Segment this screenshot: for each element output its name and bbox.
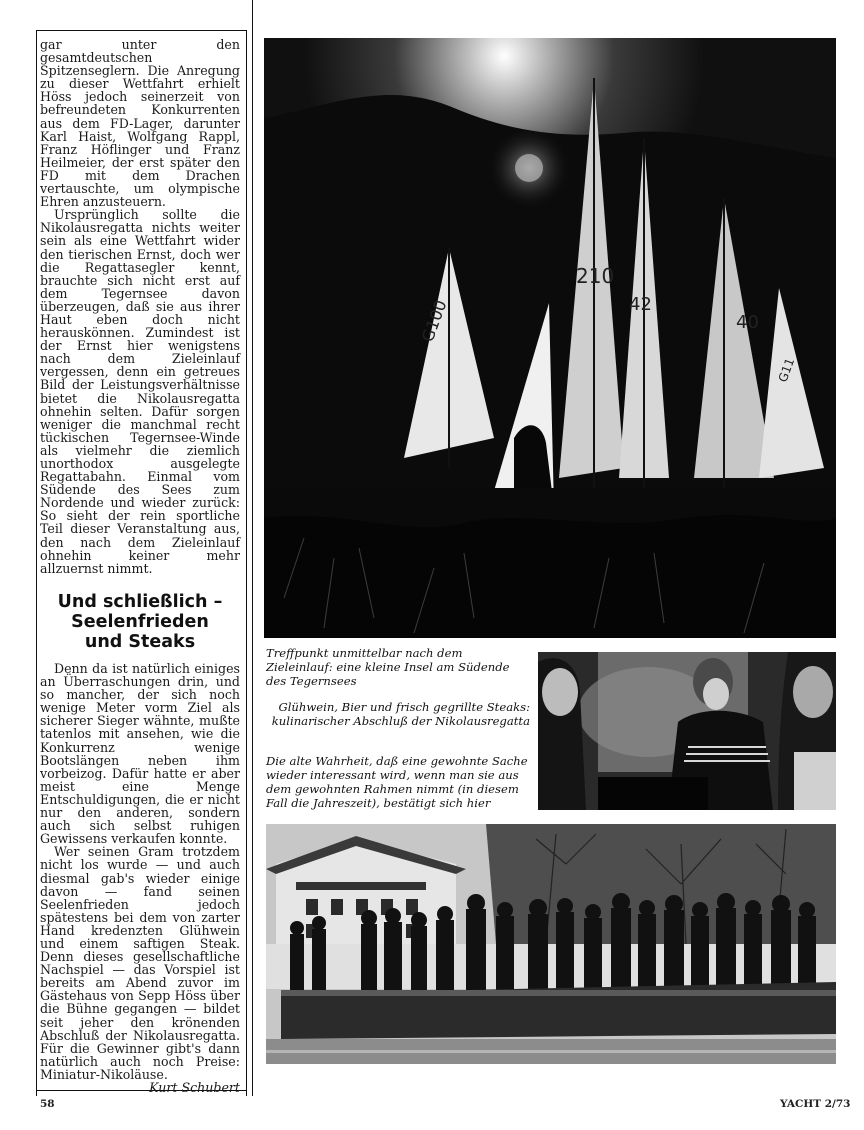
paragraph: Wer seinen Gram trotzdem nicht los wurde — und auch diesmal gab's wieder einige davon — fand seinen Seelenfrieden jedoch spätestens bei dem von zarter Hand kredenzten Glühwein und einem saftigen Steak. Denn dieses gesellschaftliche Nachspiel — das Vorspiel ist bereits am Abend zuvor im Gästehaus von Sepp Höss über die Bühne gegangen — bildet seit jeher den krönenden Abschluß der Nikolausregatta. Für die Gewinner gibt's dann natürlich auch noch Preise: Miniatur-Nikoläuse.	[40, 844, 240, 1082]
sail-number: 42	[629, 294, 652, 315]
author-byline: Kurt Schubert	[149, 1080, 240, 1095]
left-border-rule	[36, 30, 37, 1096]
photo-sailboats-backlit	[264, 38, 836, 638]
sail-number: G100	[417, 297, 451, 345]
section-headline	[40, 592, 240, 652]
photo-crowd-lakeside	[266, 824, 836, 1064]
paragraph: Denn da ist natürlich einiges an Überraschungen drin, und so mancher, der sich noch wenige Meter vorm Ziel als sicherer Sieger wähnte, mußte tatenlos mit ansehen, wie die Konkurrenz wenige Bootslängen neben ihm vorbeizog. Dafür hatte er aber meist eine Menge Entschuldigungen, die er nicht nur den anderen, sondern auch sich selbst ruhigen Gewissens verkaufen konnte.	[40, 661, 240, 847]
photo-caption-top: Treffpunkt unmittelbar nach dem Zieleinlauf: eine kleine Insel am Südende des Tegernsees	[266, 646, 510, 688]
sail-number: 210	[576, 264, 615, 288]
paragraph: Ursprünglich sollte die Nikolausregatta nichts weiter sein als eine Wettfahrt wider den tierischen Ernst, doch wer die Regattasegler kennt, brauchte sich nicht erst auf dem Tegernsee davon überzeugen, daß sie aus ihrer Haut eben doch nicht herauskönnen. Zumindest ist der Ernst hier wenigstens nach dem Zieleinlauf vergessen, denn ein getreues Bild der Leistungsverhältnisse bietet die Nikolausregatta ohnehin selten. Dafür sorgen weniger die manchmal recht tückischen Tegernsee-Winde als vielmehr die ziemlich unorthodox ausgelegte Regattabahn. Einmal vom Südende des Sees zum Nordende und wieder zurück: So sieht der rein sportliche Teil dieser Veranstaltung aus, den nach dem Zieleinlauf ohnehin keiner mehr allzuernst nimmt.	[40, 207, 240, 576]
photo-caption-middle: Glühwein, Bier und frisch gegrillte Steaks: kulinarischer Abschluß der Nikolausregatta	[271, 700, 530, 728]
headline-line: Seelenfrieden	[71, 612, 209, 632]
column-divider-rule	[246, 30, 247, 1096]
photo-grill-gathering	[538, 652, 836, 810]
sail-number: 40	[736, 312, 759, 333]
top-rule	[36, 30, 247, 31]
article-text-top	[40, 38, 240, 575]
headline-line: und Steaks	[84, 632, 196, 652]
gutter-rule	[252, 0, 253, 1096]
page-number: 58	[40, 1098, 55, 1110]
sail-number: G11	[775, 356, 798, 385]
headline-line: Und schließlich –	[57, 592, 223, 612]
magazine-issue: YACHT 2/73	[780, 1098, 851, 1110]
article-text-bottom	[40, 662, 240, 1094]
paragraph: gar unter den gesamtdeutschen Spitzenseglern. Die Anregung zu dieser Wettfahrt erhielt Höss jedoch seinerzeit von befreundeten Konkurrenten aus dem FD-Lager, darunter Karl Haist, Wolfgang Rappl, Franz Höflinger und Franz Heilmeier, der erst später den FD mit dem Drachen vertauschte, um olympische Ehren anzusteuern.	[40, 37, 240, 210]
photo-caption-bottom: Die alte Wahrheit, daß eine gewohnte Sache wieder interessant wird, wenn man sie aus dem gewohnten Rahmen nimmt (in diesem Fall die Jahreszeit), bestätigt sich hier	[266, 754, 528, 810]
